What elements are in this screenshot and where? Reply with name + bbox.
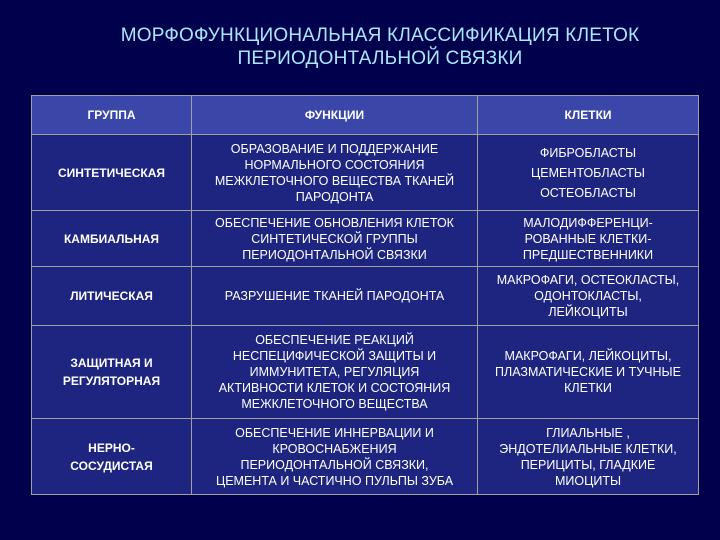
functions-line: ОБРАЗОВАНИЕ И ПОДДЕРЖАНИЕ [230,141,439,156]
functions-line: ИММУНИТЕТА, РЕГУЛЯЦИЯ [249,365,420,379]
functions-line: АКТИВНОСТИ КЛЕТОК И СОСТОЯНИЯ [218,381,451,395]
page-title [0,24,720,70]
group-line: РЕГУЛЯТОРНАЯ [62,374,161,388]
functions-line: ПЕРИОДОНТАЛЬНОЙ СВЯЗКИ, [240,457,429,472]
functions-line: ЦЕМЕНТА И ЧАСТИЧНО ПУЛЬПЫ ЗУБА [215,473,454,488]
functions-line: МЕЖКЛЕТОЧНОГО ВЕЩЕСТВА [241,397,428,411]
functions-line: ОБЕСПЕЧЕНИЕ РЕАКЦИЙ [255,333,414,347]
cells-line: МИОЦИТЫ [554,473,622,488]
functions-line: ПЕРИОДОНТАЛЬНОЙ СВЯЗКИ [242,247,427,262]
group-cell [32,135,192,211]
functions-line: ОБЕСПЕЧЕНИЕ ОБНОВЛЕНИЯ КЛЕТОК [215,215,454,230]
group-cell [32,419,192,495]
group-line: ЗАЩИТНАЯ И [70,356,153,370]
table-row [32,419,699,495]
cells-line: ЦЕМЕНТОБЛАСТЫ [531,165,645,180]
cells-line: ПЕРИЦИТЫ, ГЛАДКИЕ [520,457,656,472]
group-line: ЛИТИЧЕСКАЯ [70,289,153,303]
table-row [32,267,699,326]
cells-line: ПРЕДШЕСТВЕННИКИ [522,247,654,262]
cells-line: ФИБРОБЛАСТЫ [539,145,637,160]
group-line: КАМБИАЛЬНАЯ [63,231,160,246]
functions-line: ОБЕСПЕЧЕНИЕ ИННЕРВАЦИИ И [235,425,434,440]
table-header-row [32,96,699,135]
cells-line: РОВАННЫЕ КЛЕТКИ- [524,231,652,246]
functions-line: СИНТЕТИЧЕСКОЙ ГРУППЫ [251,231,418,246]
table-row [32,135,699,211]
table-row [32,211,699,267]
group-cell [32,267,192,326]
cells-line: ГЛИАЛЬНЫЕ , [546,425,630,440]
group-line: СИНТЕТИЧЕСКАЯ [58,165,165,180]
cells-line: ЭНДОТЕЛИАЛЬНЫЕ КЛЕТКИ, [499,441,677,456]
functions-cell [192,211,478,267]
cells-line: КЛЕТКИ [564,381,612,395]
functions-line: МЕЖКЛЕТОЧНОГО ВЕЩЕСТВА ТКАНЕЙ [214,173,455,188]
cells-line: МАЛОДИФФЕРЕНЦИ- [523,215,653,230]
cells-line: ОСТЕОБЛАСТЫ [540,185,636,200]
functions-line: РАЗРУШЕНИЕ ТКАНЕЙ ПАРОДОНТА [224,289,445,303]
cells-line: МАКРОФАГИ, ОСТЕОКЛАСТЫ, [496,273,680,287]
header-cells: КЛЕТКИ [478,96,699,135]
functions-line: КРОВОСНАБЖЕНИЯ [272,441,397,456]
cells-cell [478,326,699,419]
functions-line: НЕСПЕЦИФИЧЕСКОЙ ЗАЩИТЫ И [232,349,437,363]
group-cell [32,326,192,419]
cells-line: ЛЕЙКОЦИТЫ [548,305,628,319]
cells-cell [478,419,699,495]
functions-cell [192,326,478,419]
title-line-1: МОРФОФУНКЦИОНАЛЬНАЯ КЛАССИФИКАЦИЯ КЛЕТОК [120,25,640,46]
header-group: ГРУППА [32,96,192,135]
group-cell [32,211,192,267]
group-line: СОСУДИСТАЯ [70,458,153,473]
cells-line: ОДОНТОКЛАСТЫ, [534,289,642,303]
functions-line: НОРМАЛЬНОГО СОСТОЯНИЯ [244,157,425,172]
title-line-2: ПЕРИОДОНТАЛЬНОЙ СВЯЗКИ [237,48,523,69]
functions-cell [192,419,478,495]
cells-line: ПЛАЗМАТИЧЕСКИЕ И ТУЧНЫЕ [495,365,681,379]
functions-cell [192,267,478,326]
cells-cell [478,211,699,267]
classification-table [31,95,699,495]
header-functions: ФУНКЦИИ [192,96,478,135]
group-line: НЕРНО- [88,440,135,455]
cells-line: МАКРОФАГИ, ЛЕЙКОЦИТЫ, [504,349,672,363]
functions-line: ПАРОДОНТА [295,189,374,204]
functions-cell [192,135,478,211]
cells-cell [478,135,699,211]
cells-cell [478,267,699,326]
table-row [32,326,699,419]
